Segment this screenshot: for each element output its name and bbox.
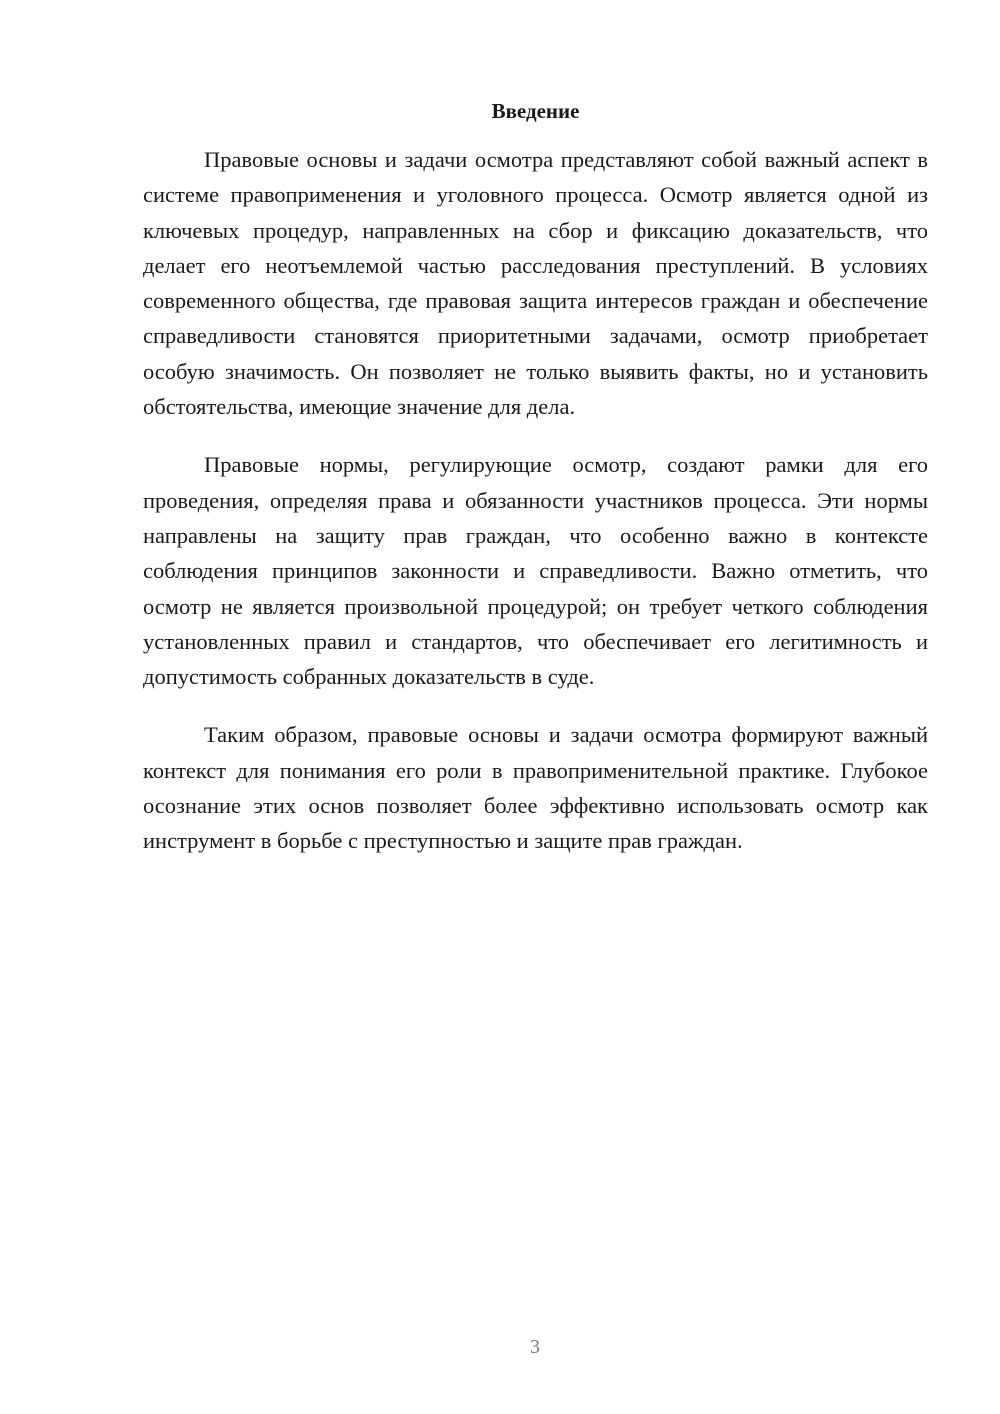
paragraph-conclusion: Таким образом, правовые основы и задачи осмотра формируют важный контекст для понимания его роли в правоприменительной практике. Глубокое осознание этих основ позволяет более эффективно использовать осмотр как инструмент в борьбе с преступностью и защите прав граждан.: [143, 722, 928, 854]
section-title: Введение: [491, 99, 580, 123]
paragraph-intro: Правовые основы и задачи осмотра представляют собой важный аспект в системе правоприменения и уголовного процесса. Осмотр является одной из ключевых процедур, направленных на сбор и фиксацию доказательств, что делает его неотъемлемой частью расследования преступлений. В условиях современного общества, где правовая защита интересов граждан и обеспечение справедливости становятся приоритетными задачами, осмотр приобретает особую значимость. Он позволяет не только выявить факты, но и установить обстоятельства, имеющие значение для дела.: [143, 147, 928, 420]
paragraph-legal-norms: Правовые нормы, регулирующие осмотр, создают рамки для его проведения, определяя права и обязанности участников процесса. Эти нормы направлены на защиту прав граждан, что особенно важно в контексте соблюдения принципов законности и справедливости. Важно отметить, что осмотр не является произвольной процедурой; он требует четкого соблюдения установленных правил и стандартов, что обеспечивает его легитимность и допустимость собранных доказательств в суде.: [143, 452, 928, 690]
page-number: 3: [530, 1336, 540, 1358]
document-body: [143, 96, 928, 859]
